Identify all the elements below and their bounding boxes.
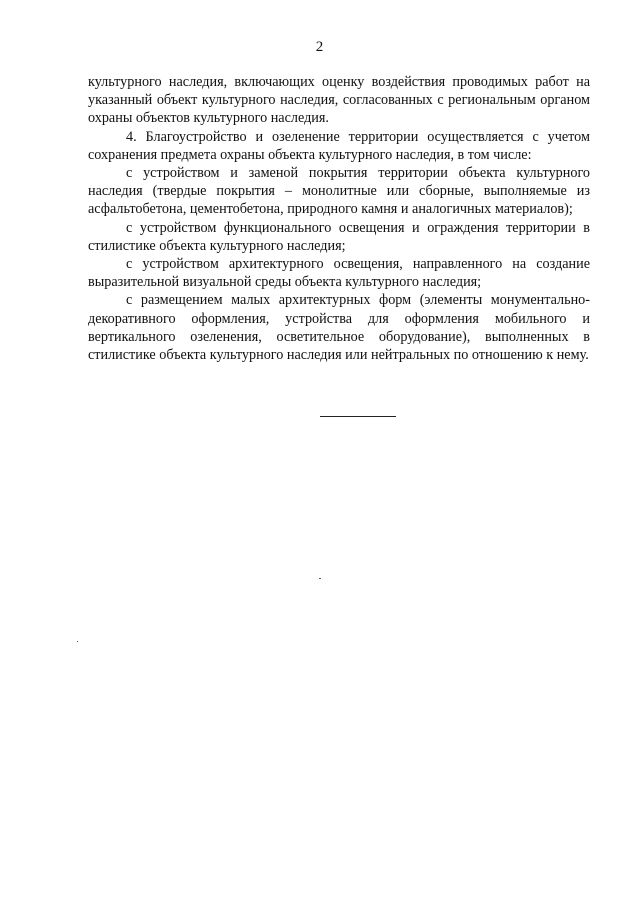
paragraph-continuation: культурного наследия, включающих оценку воздействия проводимых работ на указанный объект культурного наследия, согласованных с региональным органом охраны объектов культурного наследия.: [88, 74, 590, 127]
scan-speck: [77, 641, 78, 642]
document-body: [88, 73, 590, 364]
paragraph-architectural-lighting: с устройством архитектурного освещения, направленного на создание выразительной визуальной среды объекта культурного наследия;: [88, 256, 590, 291]
paragraph-surface-coverage: с устройством и заменой покрытия территории объекта культурного наследия (твердые покрытия – монолитные или сборные, выполняемые из асфальтобетона, цементобетона, природного камня и аналогичных материалов);: [88, 165, 590, 218]
paragraph-small-architectural-forms: с размещением малых архитектурных форм (элементы монументально-декоративного оформления, устройства для оформления мобильного и вертикального озеленения, осветительное оборудование), выполненных в стилистике объекта культурного наследия или нейтральных по отношению к нему.: [88, 292, 590, 364]
paragraph-item-4: 4. Благоустройство и озеленение территории осуществляется с учетом сохранения предмета охраны объекта культурного наследия, в том числе:: [88, 128, 590, 163]
scan-speck: [319, 578, 321, 579]
page-number: 2: [315, 39, 324, 55]
paragraph-functional-lighting: с устройством функционального освещения и ограждения территории в стилистике объекта культурного наследия;: [88, 219, 590, 254]
end-of-text-line: [320, 416, 396, 417]
